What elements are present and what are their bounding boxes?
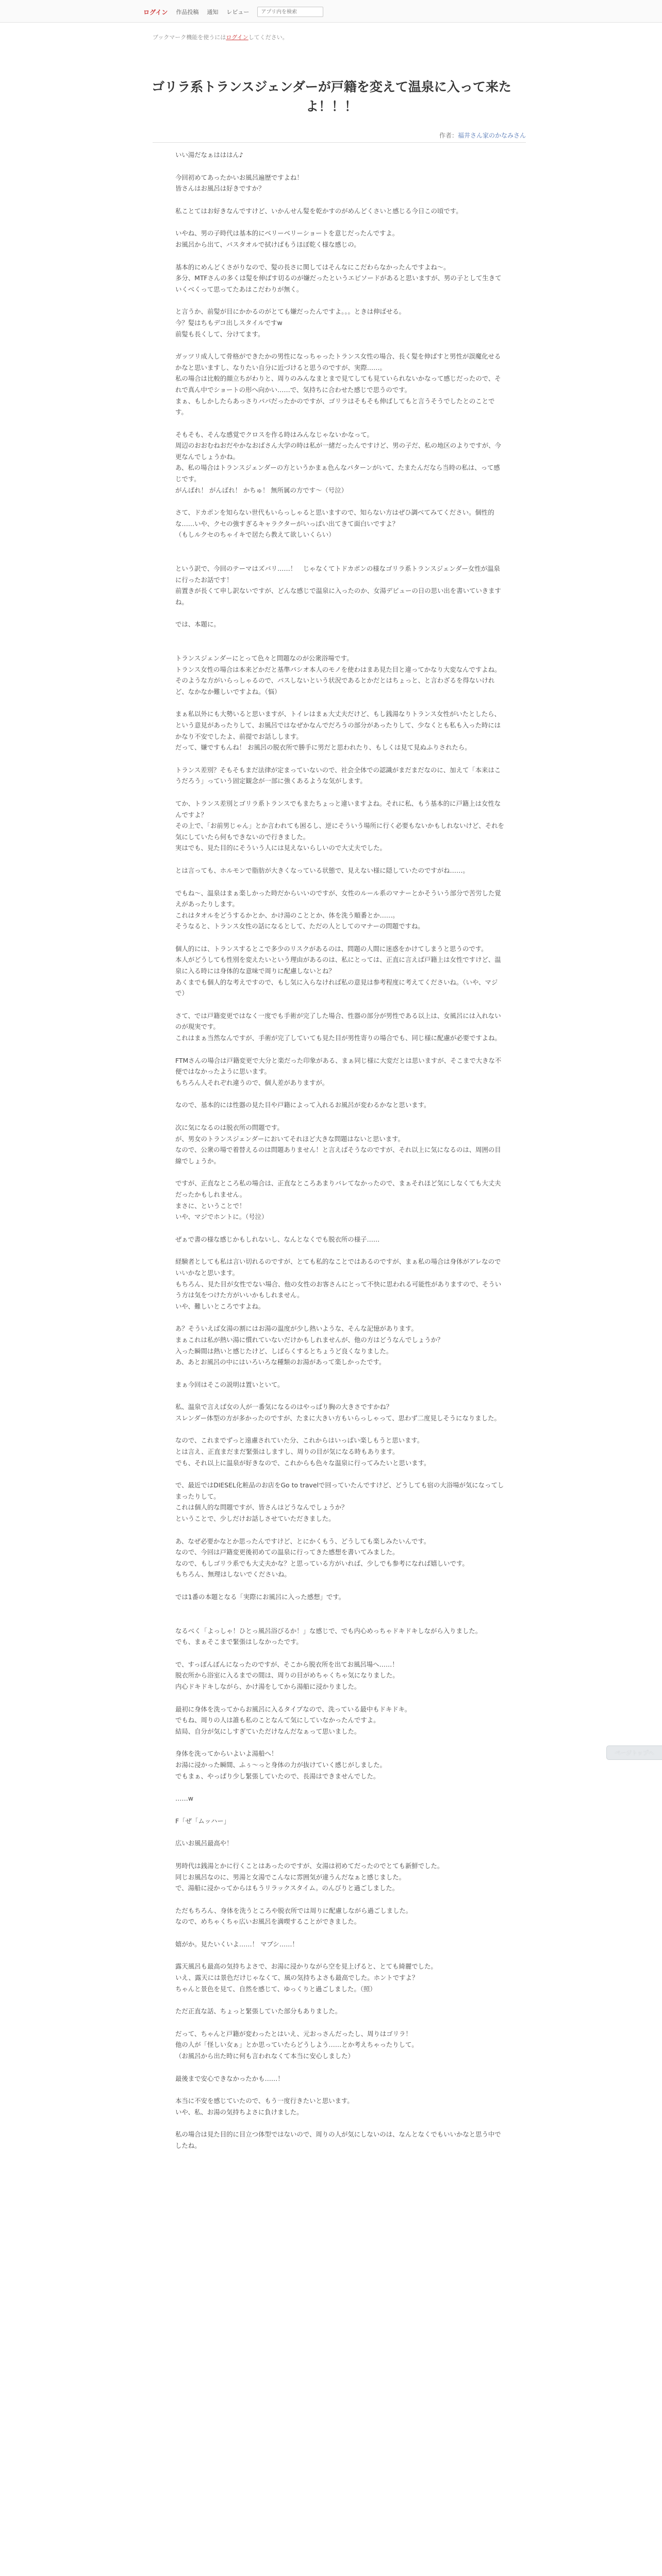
body-paragraph: あ、なぜ必要かなとか思ったんですけど、とにかくもう、どうしても楽しみたいんです。 なので、今回は戸籍変更後初めての温泉に行ってきた感想を書いてみました。 なので、もしゴリラ系でも大丈夫かな？と思っている方がいれば、少しでも参考になれば嬉しいです。 もちろん、無理はしないでくださいね。 (175, 1537, 469, 1579)
body-paragraph: 今回初めてあったかいお風呂遍歴ですよね！ 皆さんはお風呂は好きですか？ (175, 173, 303, 193)
login-link[interactable]: ログイン (143, 8, 168, 16)
body-paragraph: ただもちろん、身体を洗うところや脱衣所では周りに配慮しながら過ごしました。 なので、めちゃくちゃ広いお風呂を満喫することができました。 (175, 1906, 412, 1926)
author-name-link[interactable]: 福井さん家のかなみさん (457, 132, 526, 139)
body-paragraph: なので、これまでずっと遠慮されていた分、これからはいっぱい楽しもうと思います。 とは言え、正直まだまだ緊張はしますし、周りの目が気になる時もあります。 でも、それ以上に温泉が好きなので、これからも色々な温泉に行ってみたいと思います。 (175, 1436, 431, 1467)
notice-prefix: ブックマーク機能を使うには (153, 34, 226, 41)
nav-menu (143, 6, 323, 18)
body-paragraph: ただ正直な話、ちょっと緊張していた部分もありました。 (175, 2007, 342, 2015)
body-paragraph: トランス差別？そもそもまだ法律が定まっていないので、社会全体での認識がまだまだなのに、加えて「本来はこうだろう」っていう固定観念が一部に強くあるような気がします。 (175, 766, 501, 785)
body-paragraph: 経験者としても私は言い切れるのですが、とても私的なことではあるのですが、まぁ私の場合は身体がアレなのでいいかなと思います。 もちろん、見た目が女性でない場合、他の女性のお客さんにとって不快に思われる可能性がありますので、そういう方は気をつけた方がいいかもしれません。 いや、難しいところですよね。 (175, 1258, 502, 1310)
body-paragraph: 身体を洗ってからいよいよ湯船へ！ お湯に浸かった瞬間、ふぅ～っと身体の力が抜けていく感じがしました。 でもまぁ、やっぱり少し緊張していたので、長湯はできませんでした。 (175, 1750, 386, 1780)
body-paragraph: 次に気になるのは脱衣所の問題です。 が、男女のトランスジェンダーにおいてそれほど大きな問題はないと思います。 なので、公衆の場で着替えるのは問題ありません！と言えばそうなのですが、それ以上に気になるのは、周囲の目線でしょうか。 (175, 1124, 501, 1165)
body-paragraph: FTMさんの場合は戸籍変更で大分と楽だった印象がある、まぁ同じ様に大変だとは思いますが、そこまで大きな不便ではなかったように思います。 もちろん人それぞれ違うので、個人差がありますが。 (175, 1056, 502, 1087)
body-paragraph: とは言っても、ホルモンで脂肪が大きくなっている状態で、見えない様に隠していたのですがね……。 (175, 866, 469, 874)
body-paragraph: まぁ今回はそこの説明は置いといて。 (175, 1380, 284, 1388)
body-paragraph: いやね、男の子時代は基本的にベリーベリーショートを意じだったんですよ。 お風呂から出て、バスタオルで拭けばもうほぼ乾く様な感じの。 (175, 229, 399, 248)
body-paragraph: トランスジェンダーにとって色々と問題なのが公衆浴場です。 トランス女性の場合は本来どかだと基準パシオ本人のモノを使わはまあ見た目と違ってかなり大変なんですよね。 そのような方がいらっしゃるので、パスしないという状況であるとかだとはちょっと、と言わざるを得ないけれど、なかなか難しいですよね。（悩） (175, 654, 501, 696)
body-paragraph: 最後まで安心できなかったかも……！ (175, 2074, 284, 2082)
body-paragraph: で、すっぽんぽんになったのですが、そこから脱衣所を出てお風呂場へ……！ 脱衣所から浴室に入るまでの間は、周りの目がめちゃくちゃ気になりました。 内心ドキドキしながら、かけ湯をしてから湯船に浸かりました。 (175, 1660, 399, 1690)
body-paragraph: ……w (175, 1794, 193, 1803)
body-paragraph: 露天風呂も最高の気持ちよさで、お湯に浸かりながら空を見上げると、とても綺麗でした。 いえ、露天には景色だけじゃなくて、風の気持ちよさも最高でした。ホントですよ？ ちゃんと景色を見て、自然を感じて、ゆっくりと過ごしました。（照） (175, 1962, 437, 1993)
nav-item-post[interactable]: 作品投稿 (176, 9, 199, 15)
body-paragraph: ぜぁで書の様な感じかもしれないし、なんとなくでも脱衣所の様子…… (175, 1235, 380, 1243)
body-paragraph: なので、基本的には性器の見た目や戸籍によって入れるお風呂が変わるかなと思います。 (175, 1101, 431, 1109)
nav-item-reviews[interactable]: レビュー (226, 9, 250, 15)
body-paragraph: でもね～、温泉はまぁ楽しかった時だからいいのですが、女性のルール系のマナーとかそういう部分で苦労した覚えがあったりします。 これはタオルをどうするかとか、かけ湯のこととか、体を洗う順番とか……。 そうなると、トランス女性の話になるとして、ただの人としてのマナーの問題ですね。 (175, 889, 501, 930)
search-input[interactable] (257, 7, 323, 17)
body-paragraph: という訳で、今回のテーマはズバリ……！ じゃなくてトドカポンの様なゴリラ系トランスジェンダー女性が温泉に行ったお話です！ 前置きが長くて申し訳ないですが、どんな感じで温泉に入ったのか、女湯デビューの日の思い出を書いていきますね。 (175, 565, 501, 606)
article-body (175, 149, 505, 2163)
body-paragraph: F「ぜ「ムッハー」 (175, 1817, 230, 1825)
notice-login-link[interactable]: ログイン (226, 34, 249, 41)
article-title: ゴリラ系トランスジェンダーが戸籍を変えて温泉に入って来たよ！！！ (152, 79, 511, 114)
body-paragraph: で、最近ではDIESEL化粧品のお店をGo to travelで回っていたんですけど、どうしても宿の大浴場が気になってしまったりして。 これは個人的な問題ですが、皆さんはどうなんでしょうか？ ということで、少しだけお話しさせていただきました。 (175, 1481, 504, 1523)
body-paragraph: さて、では戸籍変更ではなく一度でも手術が完了した場合、性器の部分が男性である以上は、女風呂には入れないのが現実です。 これはまぁ当然なんですが、手術が完了していても見た目が男性寄りの場合でも、同じ様に配慮が必要ですよね。 (175, 1011, 501, 1042)
body-paragraph: てか、トランス差別とゴリラ系トランスでもまたちょっと違いますよね。それに私、もう基本的に戸籍上は女性なんですよ？ その上で、「お前男じゃん」とか言われても困るし、逆にそういう場所に行く必要もないかもしれないけど、それを気にしていたら何もできないので行きました。 実はでも、見た目的にそういう人には見えないらしいので大丈夫でした。 (175, 799, 504, 852)
body-paragraph: では1番の本題となる「実際にお風呂に入った感想」です。 (175, 1593, 345, 1601)
top-navigation-bar (0, 0, 662, 23)
title-divider (153, 142, 526, 143)
body-paragraph: ですが、正直なところ私の場合は、正直なところあまりバレてなかったので、まぁそれほど気にしなくても大丈夫だったかもしれません。 まさに、ということで！ いや、マジでホントに。（号泣） (175, 1179, 501, 1221)
body-paragraph: あ？そういえば女湯の割にはお湯の温度が少し熱いような、そんな記憶があります。 まぁこれは私が熱い湯に慣れていないだけかもしれませんが、他の方はどうなんでしょうか？ 入った瞬間は熱いと感じたけど、しばらくするとちょうど良くなりました。 あ、あとお風呂の中にはいろいろな種類のお湯があって楽しかったです。 (175, 1325, 444, 1366)
notice-suffix: してください。 (248, 34, 288, 41)
body-paragraph: 個人的には、トランスするとこで多少のリスクがあるのは、問題の人間に迷惑をかけてしまうと思うのです。 本人がどうしても性別を変えたいという理由があるのは、私にとっては、正直に言えば戸籍上は女性ですけど、温泉に入る時には身体的な意味で周りに配慮しないとね？ あくまでも個人的な考えですので、もし気に入らなければ私の意見は参考程度に考えてくださいね。（いや、マジで） (175, 944, 501, 997)
body-paragraph: 私の場合は見た目的に目立つ体型ではないので、周りの人が気にしないのは、なんとなくでもいいかなと思う中でしたね。 (175, 2130, 501, 2149)
body-paragraph: さて、ドカポンを知らない世代もいらっしゃると思いますので、知らない方はぜひ調べてみてください。個性的な……いや、クセの強すぎるキャラクターがいっぱい出てきて面白いですよ？ （もしルクセのちゃイキで居たら教えて欲しいくらい） (175, 509, 494, 539)
body-paragraph: なるべく「よっしゃ！ひとっ風呂浴びるか！」な感じで、でも内心めっちゃドキドキしながら入りました。 でも、まぁそこまで緊張はしなかったです。 (175, 1626, 482, 1646)
body-paragraph: 私、温泉で言えば女の人が一番気になるのはやっぱり胸の大きさですかね？ スレンダー体型の方が多かったのですが、たまに大きい方もいらっしゃって、思わず二度見しそうになりました。 (175, 1403, 501, 1422)
body-paragraph: 広いお風呂最高や！ (175, 1839, 233, 1848)
author-label: 作者： (439, 132, 458, 139)
body-paragraph: いい湯だなぁはははん♪ (175, 151, 243, 159)
body-paragraph: 私ことてはお好きなんですけど、いかんせん髪を乾かすのがめんどくさいと感じる今日この頃です。 (175, 207, 462, 215)
body-paragraph: 基本的にめんどくさがりなので、髪の長さに関してはそんなにこだわらなかったんですよね～。 多分、MTFさんの多くは髪を伸ばす切るのが嫌だったというエピソードがあると思いますが、男の子として生きていくべくって思ってたあはこだわりが無く。 (175, 263, 502, 293)
body-paragraph: 本当に不安を感じていたので、もう一度行きたいと思います。 いや、私、お湯の気持ちよさに負けました。 (175, 2097, 354, 2116)
body-paragraph: まぁ私以外にも大勢いると思いますが、トイレはまぁ大丈夫だけど、もし銭湯なりトランス女性がいたとしたら、という意見があったりして、お風呂ではなぜかなんでだろうの部分があったりして、少なくとも私も入った時にはかなり不安でしたよ、前提でお話しします。 だって、嫌ですもんね！ お風呂の脱衣所で勝手に男だと思われたり、もしくは見て見ぬふりされたら。 (175, 710, 501, 752)
page-top-button[interactable]: ページトップへ (606, 1745, 662, 1760)
body-paragraph: では、本題に。 (175, 620, 220, 629)
bookmark-login-notice (153, 33, 288, 41)
body-paragraph: だって、ちゃんと戸籍が変わったとはいえ、元おっさんだったし、周りはゴリラ！ 他の人が「怪しい女ぁ」とか思っていたらどうしよう……とか考えちゃったりして。 （お風呂から出た時に何も言われなくて本当に安心しました） (175, 2029, 418, 2060)
author-line (330, 131, 526, 140)
body-paragraph: 最初に身体を洗ってからお風呂に入るタイプなので、洗っている最中もドキドキ。 でもね、周りの人は誰も私のことなんて気にしていなかったんですよ。 結局、自分が気にしすぎていただけなんだなぁって思いました。 (175, 1705, 411, 1735)
body-paragraph: 男時代は銭湯とかに行くことはあったのですが、女湯は初めてだったのでとても新鮮でした。 同じお風呂なのに、男湯と女湯でこんなに雰囲気が違うんだなぁと感じました。 で、湯船に浸かってからはもうリラックスタイム。のんびりと過ごしました。 (175, 1861, 444, 1892)
nav-item-notifications[interactable]: 通知 (207, 9, 219, 15)
body-paragraph: ガッツリ成人して骨格ができたかの男性になっちゃったトランス女性の場合、長く髪を伸ばすと男性が誤魔化せるかなと思いますし、なりたい自分に近づけると思うのですが、実際……。 私の場合は比較的顔立ちがわりと、周りのみんなまとまで見てしても見ていられないかなって感じだったので、それで真ん中でショートの形へ向かい……で、気持ちに合わせた感じで思うのです。 まぁ、もしかしたらあっさりパパだったかのですが、ゴリラはそもそも伸ばしてもと言うそうでしたとのことです。 (175, 352, 501, 416)
body-paragraph: と言うか、前髪が目にかかるのがとても嫌だったんですよ。。。ときは伸ばせる。 今？髪はちもデコ出しスタイルですw 前髪も長くして、分けてます。 (175, 308, 406, 338)
body-paragraph: 嬉がか。見たいくいよ……！ マブシ……！ (175, 1940, 299, 1948)
body-paragraph: そもそも、そんな感覚でクロスを作る時はみんなじゃないかなって。 周辺のおおむねおだやかなおばさん大学の時は私が一緒だったんですけど、男の子だ、私の地区のよりですが、今更なんでしょうかね。 あ、私の場合はトランスジェンダーの方というかまぁ色んなパターンがいて、たまたんだなら当時の私は、って感じです。 がんばれ！ がんばれ！ かちゅ！ 無所属の方です～（号泣） (175, 430, 501, 494)
